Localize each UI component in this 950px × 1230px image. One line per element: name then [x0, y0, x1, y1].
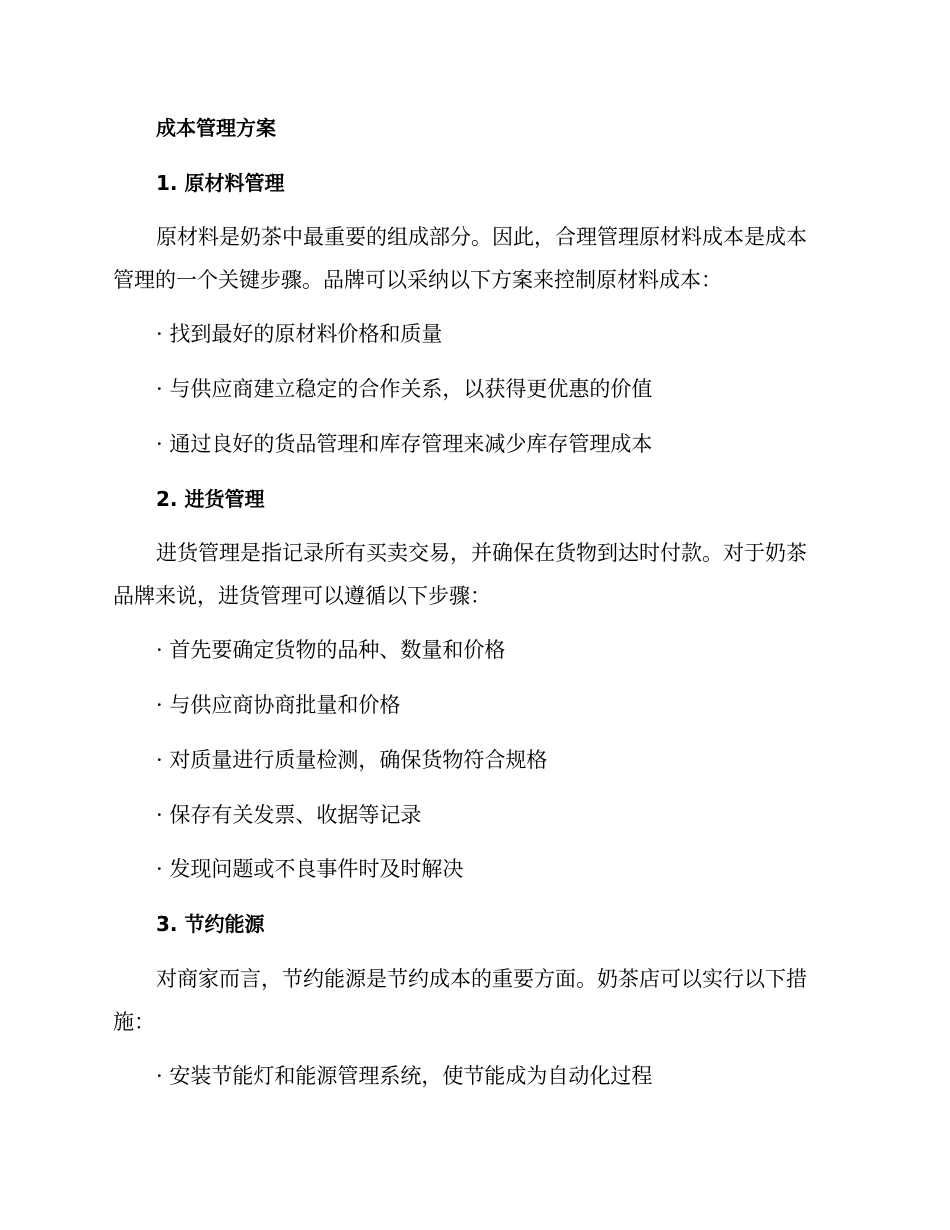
section-heading-3: 3. 节约能源	[156, 912, 265, 936]
list-item: · 通过良好的货品管理和库存管理来减少库存管理成本	[156, 432, 653, 456]
section-1-paragraph-line-1: 原材料是奶茶中最重要的组成部分。因此，合理管理原材料成本是成本	[156, 225, 807, 249]
list-item: · 首先要确定货物的品种、数量和价格	[156, 638, 506, 662]
list-item: · 发现问题或不良事件时及时解决	[156, 857, 464, 881]
section-heading-1: 1. 原材料管理	[156, 171, 285, 195]
section-heading-2: 2. 进货管理	[156, 487, 265, 511]
section-1-paragraph-line-2: 管理的一个关键步骤。品牌可以采纳以下方案来控制原材料成本：	[113, 268, 722, 292]
list-item: · 安装节能灯和能源管理系统，使节能成为自动化过程	[156, 1064, 653, 1088]
list-item: · 找到最好的原材料价格和质量	[156, 322, 443, 346]
section-2-paragraph-line-1: 进货管理是指记录所有买卖交易，并确保在货物到达时付款。对于奶茶	[156, 541, 807, 565]
list-item: · 与供应商协商批量和价格	[156, 693, 401, 717]
section-3-paragraph-line-1: 对商家而言，节约能源是节约成本的重要方面。奶茶店可以实行以下措	[156, 967, 807, 991]
list-item: · 与供应商建立稳定的合作关系，以获得更优惠的价值	[156, 377, 653, 401]
section-2-paragraph-line-2: 品牌来说，进货管理可以遵循以下步骤：	[113, 584, 491, 608]
list-item: · 对质量进行质量检测，确保货物符合规格	[156, 748, 548, 772]
section-3-paragraph-line-2: 施：	[113, 1010, 155, 1034]
document-title: 成本管理方案	[156, 116, 276, 140]
list-item: · 保存有关发票、收据等记录	[156, 803, 422, 827]
